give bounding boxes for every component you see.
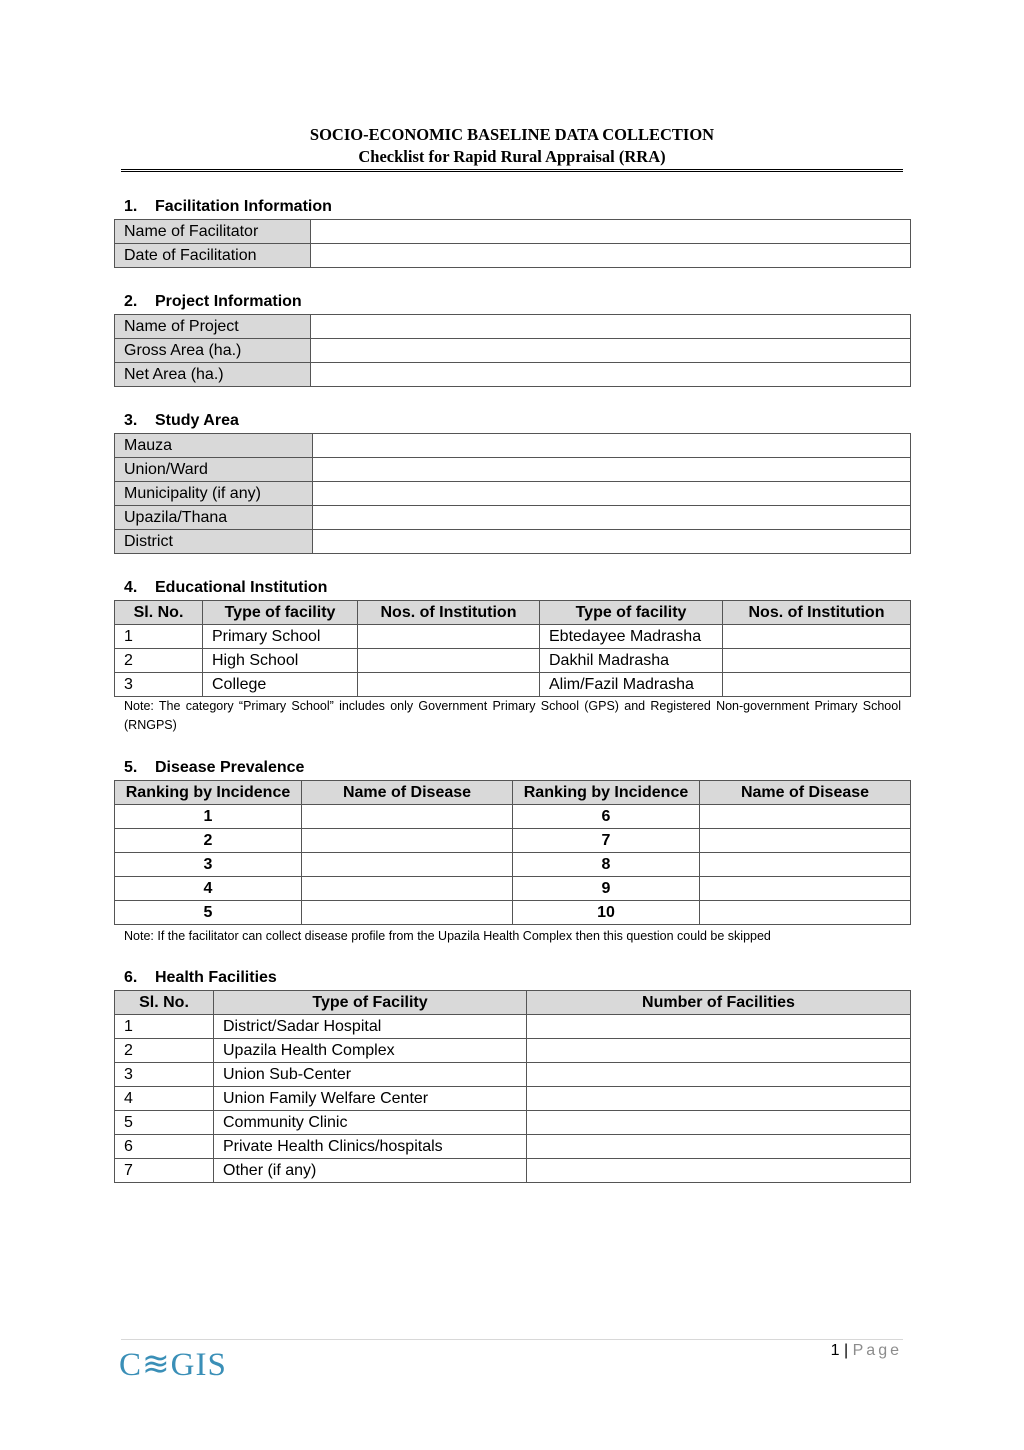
disease-note: Note: If the facilitator can collect disease profile from the Upazila Health Complex then this question could be skipped [124, 929, 771, 943]
field-value[interactable] [313, 482, 911, 506]
column-header: Nos. of Institution [723, 601, 911, 625]
field-label: Gross Area (ha.) [115, 339, 311, 363]
field-value[interactable] [311, 315, 911, 339]
institution-count[interactable] [358, 649, 540, 673]
serial-number: 3 [115, 1063, 214, 1087]
disease-table [114, 780, 911, 925]
column-header: Name of Disease [700, 781, 911, 805]
disease-name[interactable] [302, 829, 513, 853]
project-table [114, 314, 911, 387]
table-row [115, 1039, 911, 1063]
column-header: Name of Disease [302, 781, 513, 805]
section-number: 3. [124, 412, 138, 429]
field-value[interactable] [311, 363, 911, 387]
column-header: Type of facility [203, 601, 358, 625]
facility-type: Private Health Clinics/hospitals [214, 1135, 527, 1159]
section-6-heading [124, 969, 277, 987]
field-label: Name of Project [115, 315, 311, 339]
serial-number: 1 [115, 625, 203, 649]
facility-count[interactable] [527, 1135, 911, 1159]
page-number-value: 1 [830, 1342, 840, 1359]
section-1-heading [124, 198, 332, 216]
serial-number: 2 [115, 649, 203, 673]
field-value[interactable] [313, 530, 911, 554]
section-number: 6. [124, 969, 138, 986]
institution-count[interactable] [358, 673, 540, 697]
table-row [115, 458, 911, 482]
rank: 2 [115, 829, 302, 853]
serial-number: 2 [115, 1039, 214, 1063]
rank: 8 [513, 853, 700, 877]
page-separator: | [844, 1342, 849, 1359]
table-row [115, 673, 911, 697]
field-label: Name of Facilitator [115, 220, 311, 244]
facility-count[interactable] [527, 1039, 911, 1063]
field-label: Mauza [115, 434, 313, 458]
disease-name[interactable] [700, 877, 911, 901]
column-header: Sl. No. [115, 991, 214, 1015]
table-row [115, 363, 911, 387]
institution-count[interactable] [723, 649, 911, 673]
disease-name[interactable] [700, 805, 911, 829]
disease-name[interactable] [302, 853, 513, 877]
table-row [115, 901, 911, 925]
field-value[interactable] [311, 220, 911, 244]
facility-count[interactable] [527, 1111, 911, 1135]
table-row [115, 1063, 911, 1087]
field-value[interactable] [313, 506, 911, 530]
rank: 3 [115, 853, 302, 877]
field-label: Date of Facilitation [115, 244, 311, 268]
table-row [115, 1015, 911, 1039]
section-title: Disease Prevalence [155, 759, 305, 776]
health-facilities-table [114, 990, 911, 1183]
institution-count[interactable] [358, 625, 540, 649]
table-row [115, 1111, 911, 1135]
section-title: Facilitation Information [155, 198, 332, 215]
field-label: Municipality (if any) [115, 482, 313, 506]
cegis-logo: C≋GIS [119, 1347, 227, 1383]
education-table [114, 600, 911, 697]
facility-type: Alim/Fazil Madrasha [540, 673, 723, 697]
section-3-heading [124, 412, 239, 430]
table-row [115, 1135, 911, 1159]
section-number: 4. [124, 579, 138, 596]
serial-number: 1 [115, 1015, 214, 1039]
section-title: Health Facilities [155, 969, 277, 986]
rank: 4 [115, 877, 302, 901]
section-4-heading [124, 579, 327, 597]
facility-type: Other (if any) [214, 1159, 527, 1183]
table-row [115, 649, 911, 673]
column-header: Ranking by Incidence [513, 781, 700, 805]
field-value[interactable] [311, 339, 911, 363]
section-number: 1. [124, 198, 138, 215]
facility-count[interactable] [527, 1159, 911, 1183]
table-row [115, 339, 911, 363]
serial-number: 6 [115, 1135, 214, 1159]
facility-type: Dakhil Madrasha [540, 649, 723, 673]
table-row [115, 853, 911, 877]
column-header: Type of facility [540, 601, 723, 625]
section-title: Project Information [155, 293, 302, 310]
title-divider [121, 169, 903, 172]
column-header: Number of Facilities [527, 991, 911, 1015]
study-area-table [114, 433, 911, 554]
page-label: Page [852, 1342, 902, 1359]
column-header: Ranking by Incidence [115, 781, 302, 805]
column-header: Sl. No. [115, 601, 203, 625]
institution-count[interactable] [723, 625, 911, 649]
education-note: Note: The category “Primary School” includes only Government Primary School (GPS) and Registered Non-government Primary School (RNGPS) [124, 699, 901, 732]
table-header-row [115, 991, 911, 1015]
table-row [115, 506, 911, 530]
disease-name[interactable] [700, 829, 911, 853]
field-label: Union/Ward [115, 458, 313, 482]
facility-count[interactable] [527, 1087, 911, 1111]
table-row [115, 220, 911, 244]
institution-count[interactable] [723, 673, 911, 697]
field-label: Upazila/Thana [115, 506, 313, 530]
table-row [115, 530, 911, 554]
table-row [115, 482, 911, 506]
rank: 9 [513, 877, 700, 901]
disease-name[interactable] [302, 877, 513, 901]
serial-number: 7 [115, 1159, 214, 1183]
facility-type: Primary School [203, 625, 358, 649]
column-header: Nos. of Institution [358, 601, 540, 625]
section-title: Educational Institution [155, 579, 328, 596]
serial-number: 3 [115, 673, 203, 697]
page-number [831, 1342, 902, 1360]
rank: 10 [513, 901, 700, 925]
rank: 7 [513, 829, 700, 853]
footer-divider [121, 1339, 903, 1340]
disease-name[interactable] [302, 901, 513, 925]
field-value[interactable] [313, 434, 911, 458]
serial-number: 4 [115, 1087, 214, 1111]
table-row [115, 877, 911, 901]
facility-type: Upazila Health Complex [214, 1039, 527, 1063]
document-subtitle: Checklist for Rapid Rural Appraisal (RRA) [358, 147, 666, 166]
table-row [115, 1087, 911, 1111]
table-row [115, 1159, 911, 1183]
table-header-row [115, 601, 911, 625]
facility-type: Union Family Welfare Center [214, 1087, 527, 1111]
facility-count[interactable] [527, 1063, 911, 1087]
facility-type: District/Sadar Hospital [214, 1015, 527, 1039]
facility-type: Union Sub-Center [214, 1063, 527, 1087]
section-number: 2. [124, 293, 138, 310]
disease-name[interactable] [302, 805, 513, 829]
facility-type: College [203, 673, 358, 697]
serial-number: 5 [115, 1111, 214, 1135]
section-2-heading [124, 293, 302, 311]
facility-type: High School [203, 649, 358, 673]
section-number: 5. [124, 759, 138, 776]
section-title: Study Area [155, 412, 239, 429]
table-row [115, 315, 911, 339]
table-row [115, 434, 911, 458]
rank: 5 [115, 901, 302, 925]
field-value[interactable] [313, 458, 911, 482]
column-header: Type of Facility [214, 991, 527, 1015]
disease-name[interactable] [700, 853, 911, 877]
table-row [115, 625, 911, 649]
section-5-heading [124, 759, 304, 777]
facility-type: Ebtedayee Madrasha [540, 625, 723, 649]
table-row [115, 805, 911, 829]
document-title: SOCIO-ECONOMIC BASELINE DATA COLLECTION [309, 125, 715, 144]
field-label: Net Area (ha.) [115, 363, 311, 387]
field-label: District [115, 530, 313, 554]
rank: 6 [513, 805, 700, 829]
disease-name[interactable] [700, 901, 911, 925]
facility-count[interactable] [527, 1015, 911, 1039]
rank: 1 [115, 805, 302, 829]
table-header-row [115, 781, 911, 805]
table-row [115, 829, 911, 853]
facility-type: Community Clinic [214, 1111, 527, 1135]
facilitation-table [114, 219, 911, 268]
field-value[interactable] [311, 244, 911, 268]
table-row [115, 244, 911, 268]
